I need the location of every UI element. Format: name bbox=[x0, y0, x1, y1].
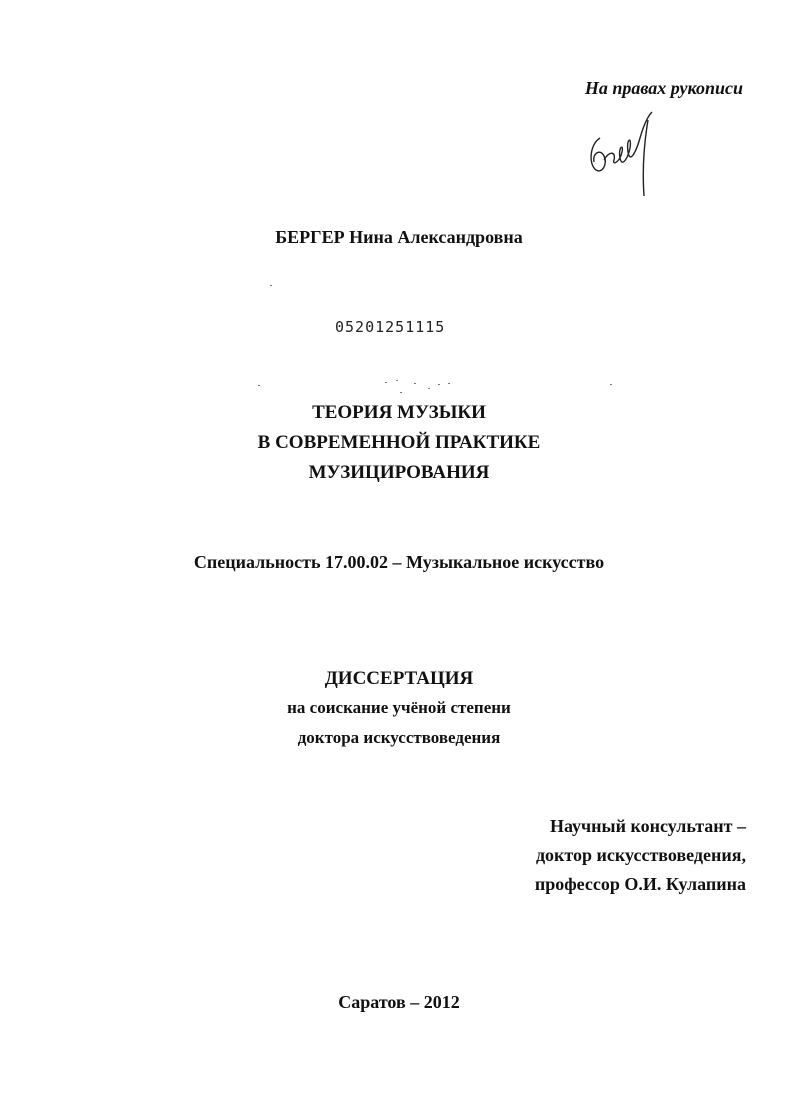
city-year: Саратов – 2012 bbox=[338, 992, 460, 1012]
title-line-3: МУЗИЦИРОВАНИЯ bbox=[308, 462, 490, 483]
degree-line-1: на соискание учёной степени bbox=[287, 698, 511, 717]
scan-speck bbox=[448, 383, 450, 384]
author-name: БЕРГЕР Нина Александровна bbox=[275, 227, 523, 247]
title-line-2: В СОВРЕМЕННОЙ ПРАКТИКЕ bbox=[257, 432, 541, 453]
degree-line-2: доктора искусствоведения bbox=[297, 728, 501, 747]
handwritten-signature bbox=[582, 108, 662, 200]
scan-speck bbox=[385, 382, 387, 383]
dissertation-heading: ДИССЕРТАЦИЯ bbox=[324, 668, 474, 689]
rights-note: На правах рукописи bbox=[584, 78, 743, 98]
title-line-1: ТЕОРИЯ МУЗЫКИ bbox=[312, 402, 486, 423]
scan-speck bbox=[428, 388, 430, 389]
advisor-line-2: доктор искусствоведения, bbox=[535, 845, 746, 865]
scan-speck bbox=[438, 384, 440, 385]
scan-speck bbox=[396, 380, 398, 381]
advisor-line-1: Научный консультант – bbox=[549, 816, 746, 836]
specialty: Специальность 17.00.02 – Музыкальное искусство bbox=[193, 552, 605, 572]
scan-speck bbox=[414, 383, 416, 384]
advisor-line-3: профессор О.И. Кулапина bbox=[534, 874, 746, 894]
scan-speck bbox=[258, 385, 260, 386]
scan-speck bbox=[400, 392, 402, 393]
registration-code: 05201251115 bbox=[335, 318, 446, 336]
scan-speck bbox=[610, 384, 612, 385]
scan-speck bbox=[270, 285, 272, 286]
